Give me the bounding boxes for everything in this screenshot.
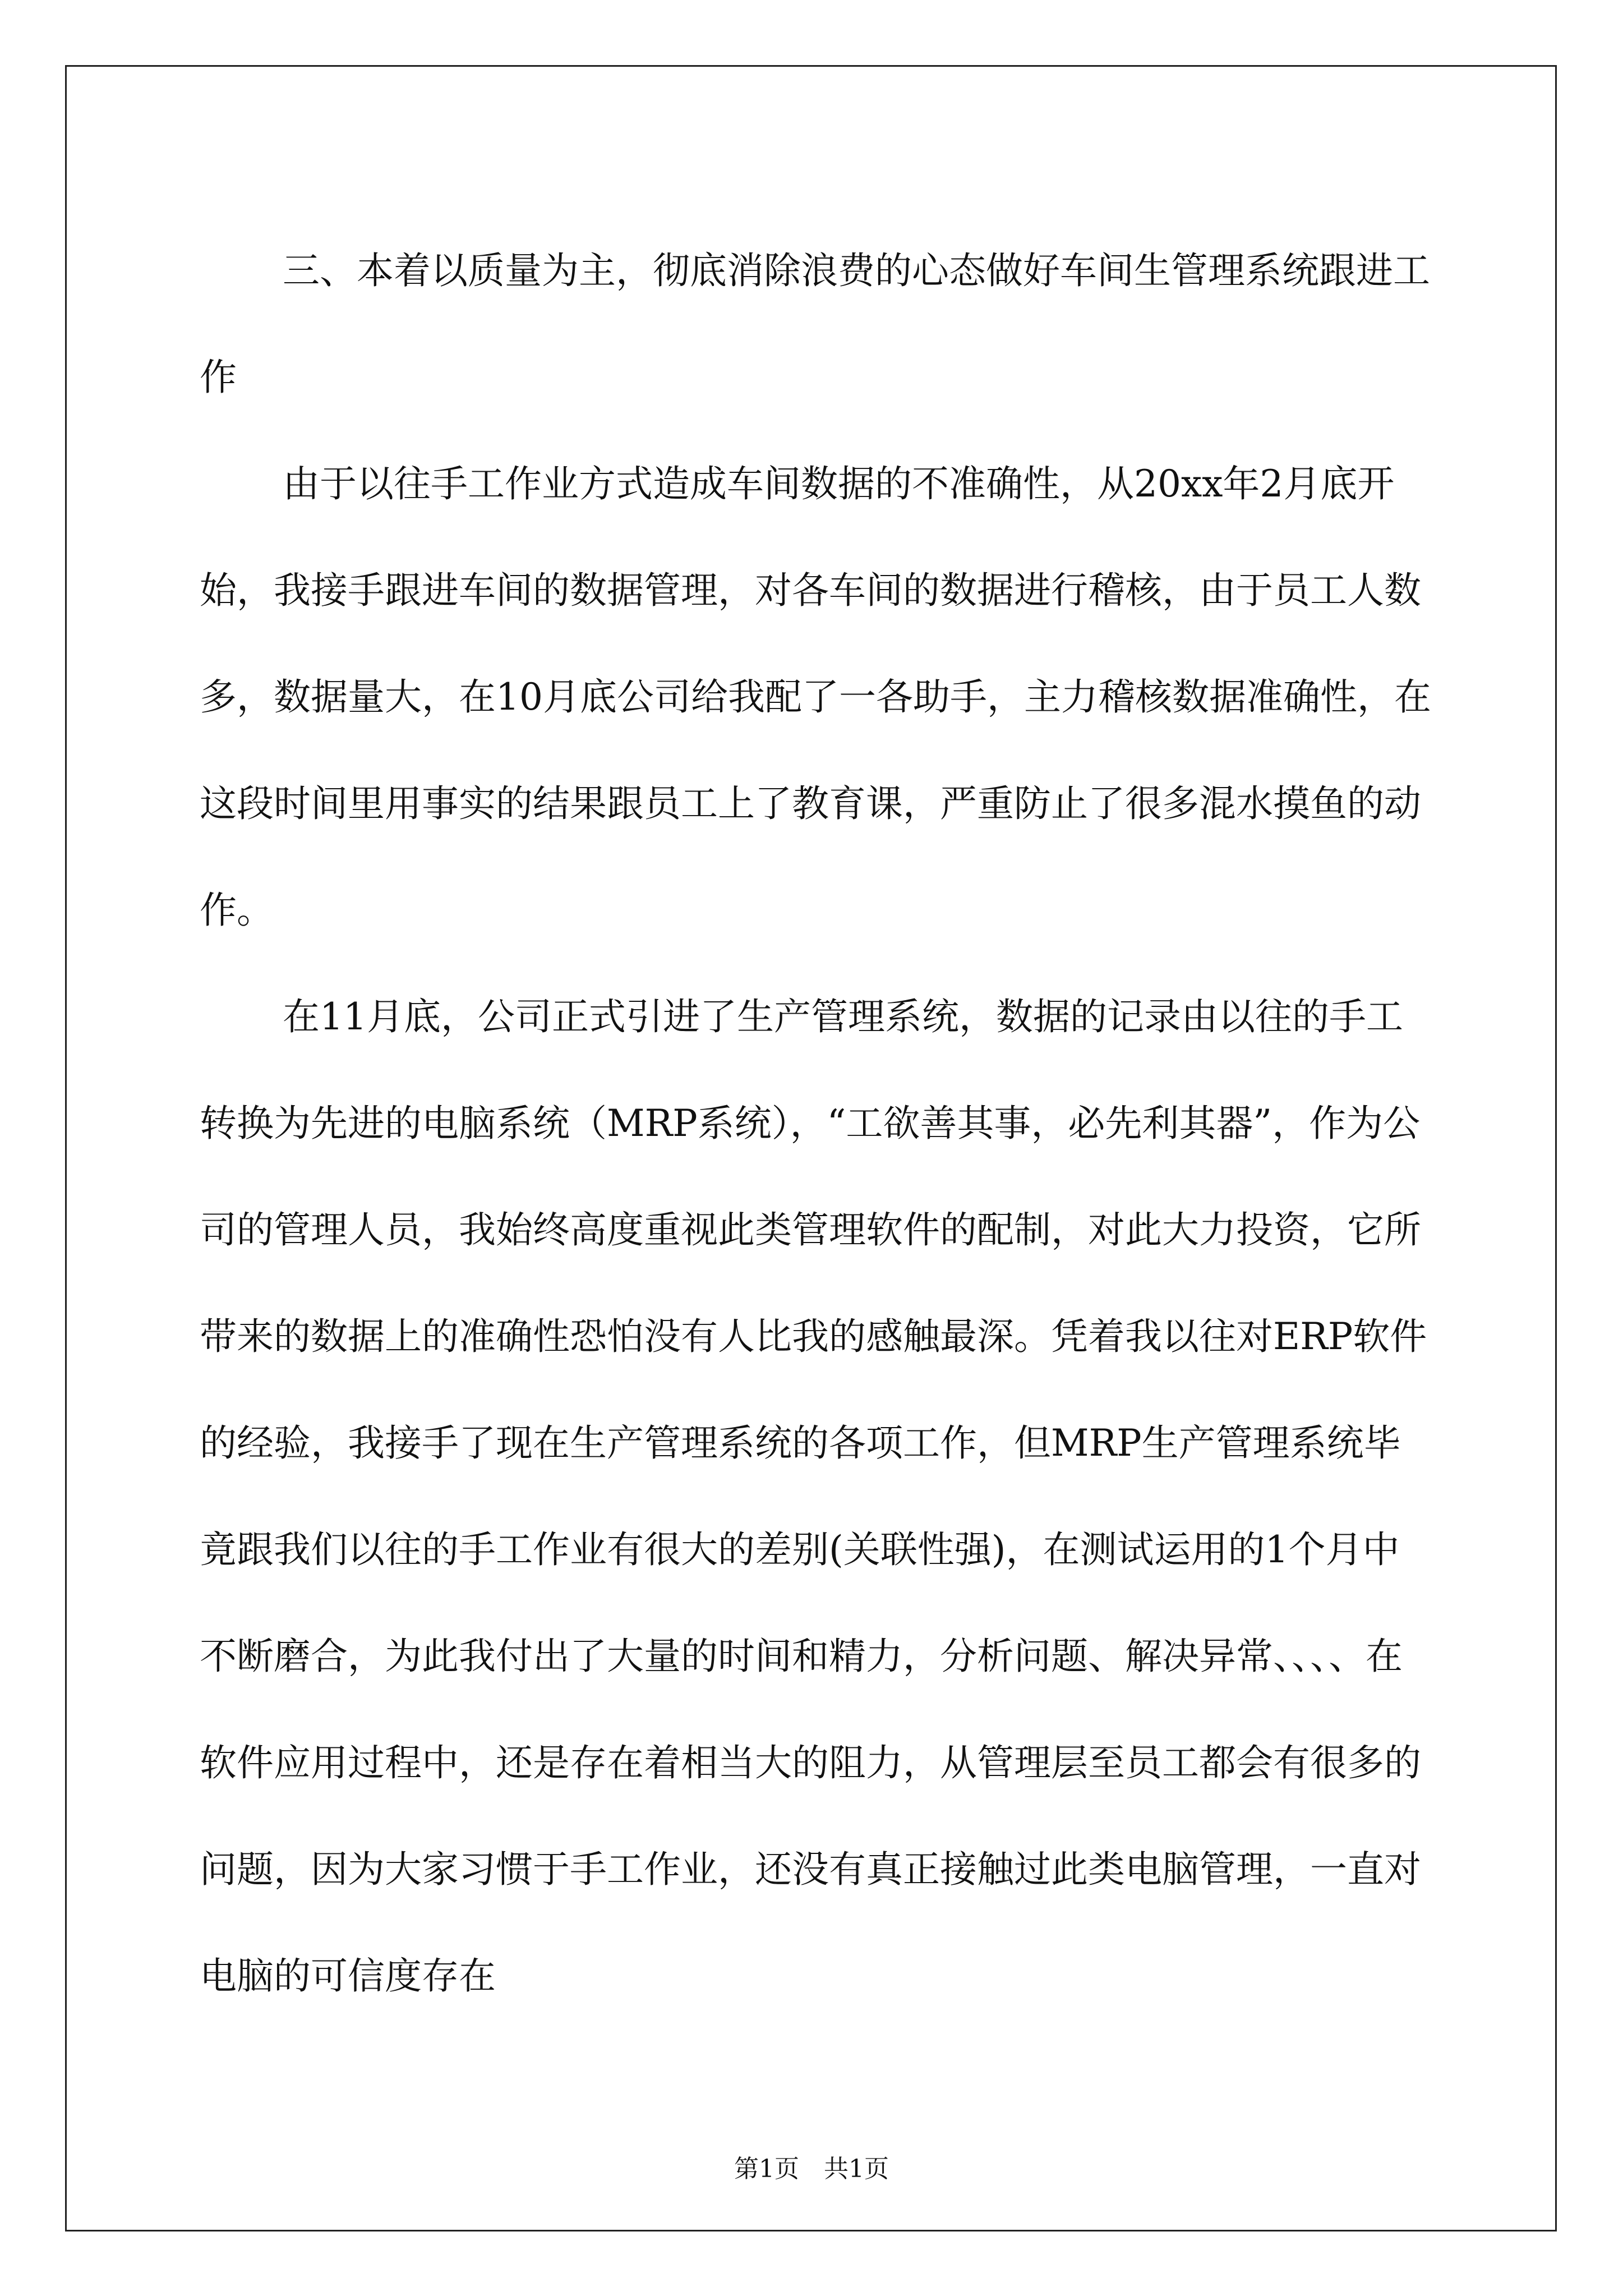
page-number-footer: 第1页 共1页 (734, 2155, 889, 2183)
body-paragraph: 在11月底，公司正式引进了生产管理系统，数据的记录由以往的手工转换为先进的电脑系统（MRP系统），“工欲善其事，必先利其器”，作为公司的管理人员，我始终高度重视此类管理软件的配制，对此大力投资，它所带来的数据上的准确性恐怕没有人比我的感触最深。凭着我以往对ERP软件的经验，我接手了现在生产管理系统的各项工作，但MRP生产管理系统毕竟跟我们以往的手工作业有很大的差别(关联性强)，在测试运用的1个月中不断磨合，为此我付出了大量的时间和精力，分析问题、解决异常、、、、在软件应用过程中，还是存在着相当大的阻力，从管理层至员工都会有很多的问题，因为大家习惯于手工作业，还没有真正接触过此类电脑管理，一直对电脑的可信度存在 (200, 995, 1427, 1998)
section-heading-paragraph: 三、本着以质量为主，彻底消除浪费的心态做好车间生管理系统跟进工作 (200, 249, 1430, 399)
document-body (200, 218, 1433, 2030)
body-paragraph: 由于以往手工作业方式造成车间数据的不准确性，从20xx年2月底开始，我接手跟进车间的数据管理，对各车间的数据进行稽核，由于员工人数多，数据量大，在10月底公司给我配了一各助手，主力稽核数据准确性，在这段时间里用事实的结果跟员工上了教育课，严重防止了很多混水摸鱼的动作。 (200, 462, 1431, 932)
